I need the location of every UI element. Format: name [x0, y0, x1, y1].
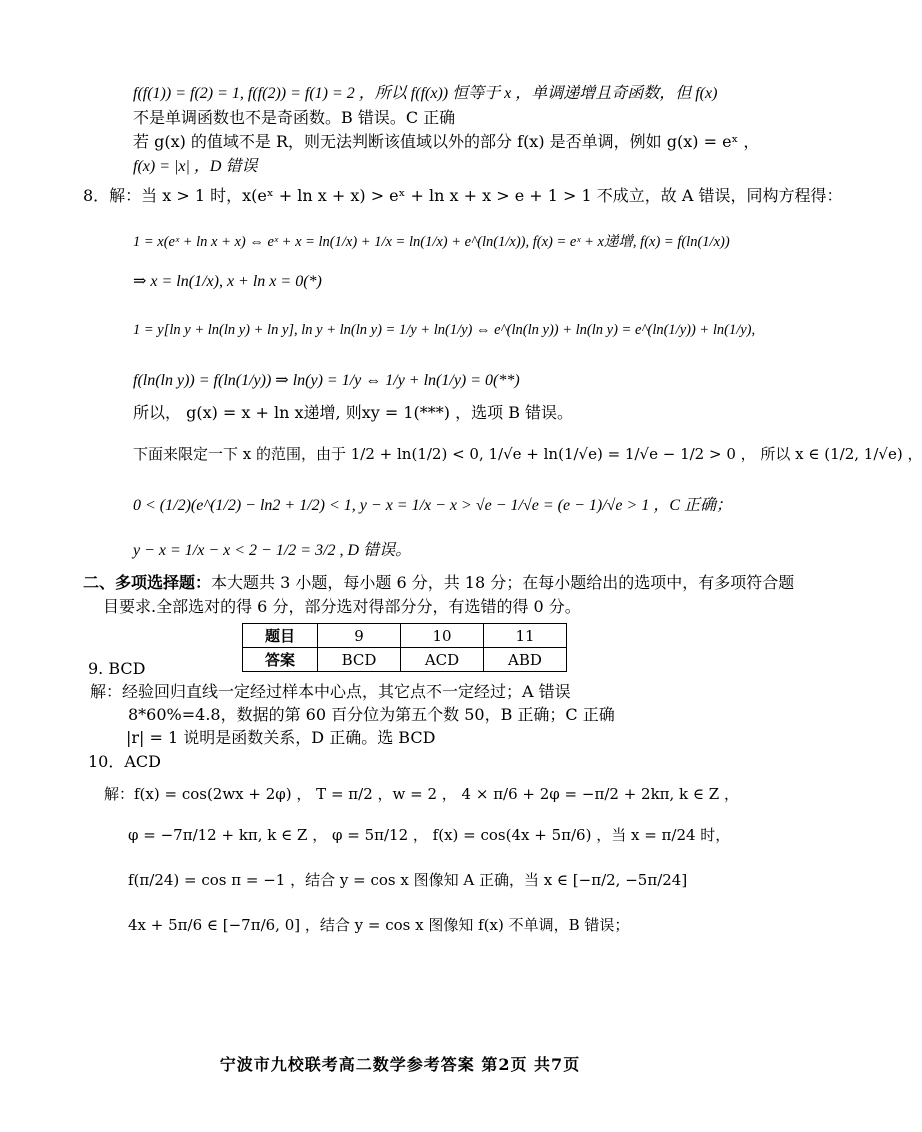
- q9-line-3: |r| = 1 说明是函数关系，D 正确。选 BCD: [126, 728, 436, 747]
- q8-line-4: 1 = y[ln y + ln(ln y) + ln y], ln y + ln(ln y) = 1/y + ln(1/y) ⇔ e^(ln(ln y)) + ln(ln y) = e^(ln(1/y)) + ln(1/y),: [133, 322, 756, 338]
- q10-line-3: f(π/24) = cos π = −1 ，结合 y = cos x 图像知 A 正确，当 x ∈ [−π/2, −5π/24]: [128, 871, 688, 889]
- q8-line-7: 下面来限定一下 x 的范围，由于 1/2 + ln(1/2) < 0, 1/√e + ln(1/√e) = 1/√e − 1/2 > 0 ， 所以 x ∈ (1/2, 1/√e) ，: [133, 445, 922, 463]
- q10-answer: 10．ACD: [88, 752, 161, 771]
- q8-line-6: 所以， g(x) = x + ln x递增, 则xy = 1(***) ，选项 B 错误。: [133, 403, 574, 422]
- answer-table-cell: 答案: [243, 648, 318, 672]
- answer-table-header: 10: [401, 624, 484, 648]
- section2-line-1: [83, 573, 794, 593]
- q7-line-4: f(x) = |x| ，D 错误: [133, 158, 258, 175]
- q9-answer: 9. BCD: [88, 659, 146, 678]
- q10-line-2: φ = −7π/12 + kπ, k ∈ Z ， φ = 5π/12 ， f(x) = cos(4x + 5π/6) ，当 x = π/24 时，: [128, 826, 731, 844]
- q10-line-4: 4x + 5π/6 ∈ [−7π/6, 0] ，结合 y = cos x 图像知 f(x) 不单调，B 错误；: [128, 916, 630, 934]
- q8-line-3: ⇒ x = ln(1/x), x + ln x = 0(*): [133, 273, 322, 290]
- answer-table-header-row: [243, 624, 567, 648]
- q9-line-2: 8*60%=4.8，数据的第 60 百分位为第五个数 50，B 正确；C 正确: [128, 705, 615, 724]
- q7-line-1: f(f(1)) = f(2) = 1, f(f(2)) = f(1) = 2 ，所以 f(f(x)) 恒等于 x ，单调递增且奇函数，但 f(x): [133, 85, 718, 102]
- q10-line-1: 解：f(x) = cos(2wx + 2φ) ， T = π/2 ，w = 2 ， 4 × π/6 + 2φ = −π/2 + 2kπ, k ∈ Z ，: [104, 785, 739, 803]
- answer-table-cell: ABD: [484, 648, 567, 672]
- answer-table-cell: BCD: [318, 648, 401, 672]
- q9-line-1: 解：经验回归直线一定经过样本中心点，其它点不一定经过；A 错误: [90, 682, 571, 701]
- answer-table-header: 题目: [243, 624, 318, 648]
- section2-text1: 本大题共 3 小题，每小题 6 分，共 18 分；在每小题给出的选项中，有多项符合题: [211, 573, 795, 592]
- page-footer: 宁波市九校联考高二数学参考答案 第2页 共7页: [219, 1055, 581, 1074]
- q8-line-9: y − x = 1/x − x < 2 − 1/2 = 3/2 , D 错误。: [133, 542, 412, 559]
- q8-line-1: 8．解：当 x > 1 时，x(eˣ + ln x + x) > eˣ + ln x + x > e + 1 > 1 不成立，故 A 错误，同构方程得：: [83, 186, 843, 205]
- q8-line-5: f(ln(ln y)) = f(ln(1/y)) ⇒ ln(y) = 1/y ⇔ 1/y + ln(1/y) = 0(**): [133, 372, 520, 389]
- q8-line-8: 0 < (1/2)(e^(1/2) − ln2 + 1/2) < 1, y − x = 1/x − x > √e − 1/√e = (e − 1)/√e > 1 ，C 正确；: [133, 497, 732, 514]
- q8-line-2: 1 = x(eˣ + ln x + x) ⇔ eˣ + x = ln(1/x) + 1/x = ln(1/x) + e^(ln(1/x)), f(x) = eˣ + x递增, f(x) = f(ln(1/x)): [133, 234, 730, 250]
- answer-table-row: [243, 648, 567, 672]
- answer-table-header: 9: [318, 624, 401, 648]
- answer-table-cell: ACD: [401, 648, 484, 672]
- answer-table-header: 11: [484, 624, 567, 648]
- q7-line-3: 若 g(x) 的值域不是 R，则无法判断该值域以外的部分 f(x) 是否单调，例如 g(x) = eˣ ，: [133, 132, 760, 151]
- section2-title: 二、多项选择题：: [83, 573, 212, 592]
- section2-line-2: 目要求.全部选对的得 6 分，部分选对得部分分，有选错的得 0 分。: [103, 597, 581, 616]
- answer-table: [242, 623, 567, 672]
- q7-line-2: 不是单调函数也不是奇函数。B 错误。C 正确: [133, 108, 456, 127]
